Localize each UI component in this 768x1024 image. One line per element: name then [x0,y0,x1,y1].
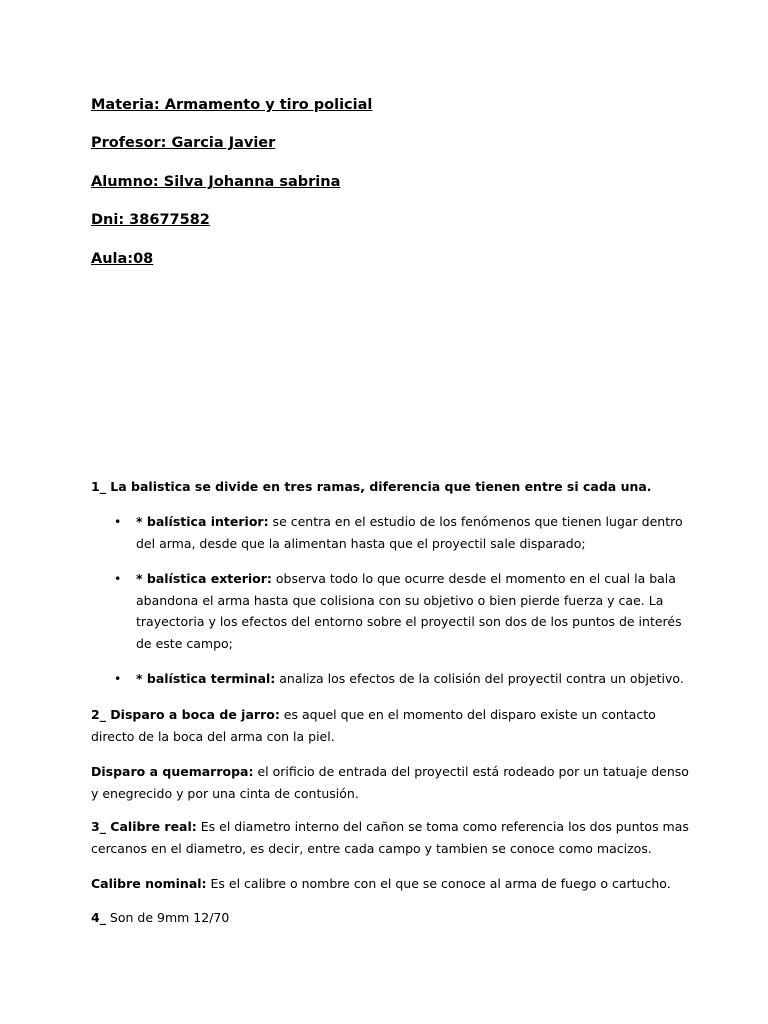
answer-3-calibre-real [91,816,691,859]
answer-term: 4_ [91,910,106,925]
answer-text: Es el calibre o nombre con el que se conoce al arma de fuego o cartucho. [206,876,671,891]
aula-line: Aula:08 [91,251,154,267]
bullet-dot-icon: • [114,514,122,529]
alumno-line: Alumno: Silva Johanna sabrina [91,174,341,190]
bullet-term: * balística interior: [136,514,269,529]
bullet-dot-icon: • [114,571,122,586]
bullet-text: analiza los efectos de la colisión del proyectil contra un objetivo. [275,671,684,686]
bullet-term: * balística terminal: [136,671,276,686]
profesor-line: Profesor: Garcia Javier [91,135,276,151]
bullet-term: * balística exterior: [136,571,272,586]
bullet-text: se centra en el estudio de los fenómenos que tienen lugar dentro del arma, desde que la alimentan hasta que el proyectil sale disparado; [136,514,683,551]
answer-4 [91,907,691,929]
answer-text: Es el diametro interno del cañon se toma como referencia los dos puntos mas cercanos en el diametro, es decir, entre cada campo y tambien se conoce como macizos. [91,819,689,856]
materia-line: Materia: Armamento y tiro policial [91,97,373,113]
answer-2-boca-de-jarro [91,704,691,747]
answer-term: 2_ Disparo a boca de jarro: [91,707,280,722]
answer-text: el orificio de entrada del proyectil está rodeado por un tatuaje denso y enegrecido y por una cinta de contusión. [91,764,689,801]
bullet-balistica-interior [114,511,696,554]
answer-2-quemarropa [91,761,691,804]
bullet-dot-icon: • [114,671,122,686]
dni-line: Dni: 38677582 [91,212,210,228]
answer-text: es aquel que en el momento del disparo existe un contacto directo de la boca del arma con la piel. [91,707,656,744]
bullet-balistica-terminal [114,668,696,690]
bullet-text: observa todo lo que ocurre desde el momento en el cual la bala abandona el arma hasta que colisiona con su objetivo o bien pierde fuerza y cae. La trayectoria y los efectos del entorno sobre el proyectil son dos de los puntos de interés de este campo; [136,571,682,651]
bullet-balistica-exterior [114,568,696,654]
answer-text: Son de 9mm 12/70 [105,910,230,925]
question-1-title: 1_ La balistica se divide en tres ramas, diferencia que tienen entre si cada una. [91,479,652,494]
answer-3-calibre-nominal [91,873,691,895]
answer-term: 3_ Calibre real: [91,819,197,834]
answer-term: Calibre nominal: [91,876,207,891]
answer-term: Disparo a quemarropa: [91,764,254,779]
